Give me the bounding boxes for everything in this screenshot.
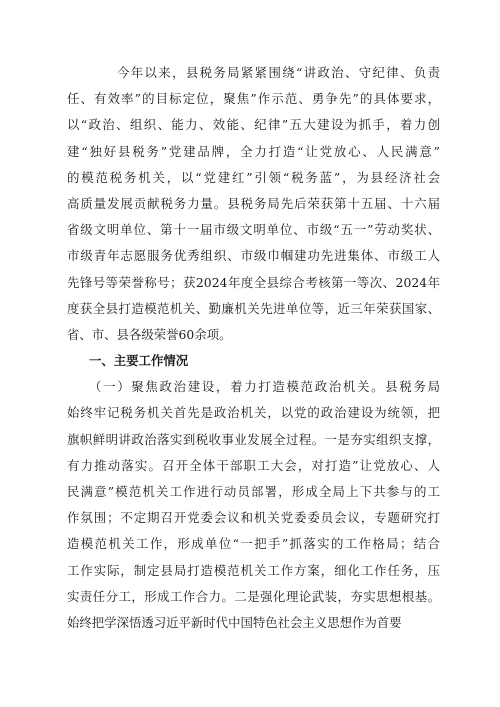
- paragraph-line: 有力推动落实。召开全体干部职工大会，对打造”让党放心、人: [67, 457, 440, 473]
- paragraph-section-1: [67, 374, 440, 636]
- paragraph-line: 始终牢记税务机关首先是政治机关，以党的政治建设为统领，把: [67, 405, 440, 421]
- heading-text: 一、主要工作情况: [89, 353, 189, 369]
- paragraph-line: 先锋号等荣誉称号；获2024年度全县综合考核第一等次、2024年: [67, 274, 440, 290]
- paragraph-line: 民满意”模范机关工作进行动员部署，形成全局上下共参与的工: [67, 484, 440, 499]
- paragraph-intro: [67, 60, 440, 348]
- paragraph-line: 省级文明单位、第十一届市级文明单位、市级“五一”劳动奖状、: [67, 222, 440, 238]
- paragraph-line: 工作实际，制定县局打造模范机关工作方案，细化工作任务，压: [67, 562, 440, 578]
- paragraph-line: 的模范税务机关，以“党建红”引领“税务蓝”，为县经济社会: [67, 169, 440, 185]
- paragraph-line: 始终把学深悟透习近平新时代中国特色社会主义思想作为首要: [67, 614, 402, 630]
- paragraph-line: 省、市、县各级荣誉60余项。: [67, 326, 232, 342]
- section-heading: [67, 348, 440, 374]
- paragraph-line: 作氛围；不定期召开党委会议和机关党委委员会议，专题研究打: [67, 510, 440, 526]
- paragraph-line: 度获全县打造模范机关、勤廉机关先进单位等，近三年荣获国家、: [67, 300, 440, 316]
- paragraph-line: 造模范机关工作，形成单位“一把手”抓落实的工作格局；结合: [67, 536, 440, 552]
- paragraph-line: 高质量发展贡献税务力量。县税务局先后荣获第十五届、十六届: [67, 195, 440, 211]
- paragraph-line: 实责任分工，形成工作合力。二是强化理论武装，夯实思想根基。: [67, 588, 440, 604]
- paragraph-line: 今年以来，县税务局紧紧围绕“讲政治、守纪律、负责: [117, 65, 440, 80]
- document-body: [67, 60, 440, 636]
- paragraph-line: （一）聚焦政治建设，着力打造模范政治机关。县税务局: [89, 379, 440, 395]
- paragraph-line: 旗帜鲜明讲政治落实到税收事业发展全过程。一是夯实组织支撑，: [67, 431, 440, 447]
- paragraph-line: 建“独好县税务”党建品牌，全力打造“让党放心、人民满意”: [67, 143, 440, 159]
- paragraph-line: 市级青年志愿服务优秀组织、市级巾帼建功先进集体、市级工人: [67, 248, 440, 264]
- paragraph-line: 任、有效率”的目标定位，聚焦”作示范、勇争先”的具体要求，: [67, 91, 440, 107]
- paragraph-line: 以“政治、组织、能力、效能、纪律”五大建设为抓手，着力创: [67, 117, 440, 133]
